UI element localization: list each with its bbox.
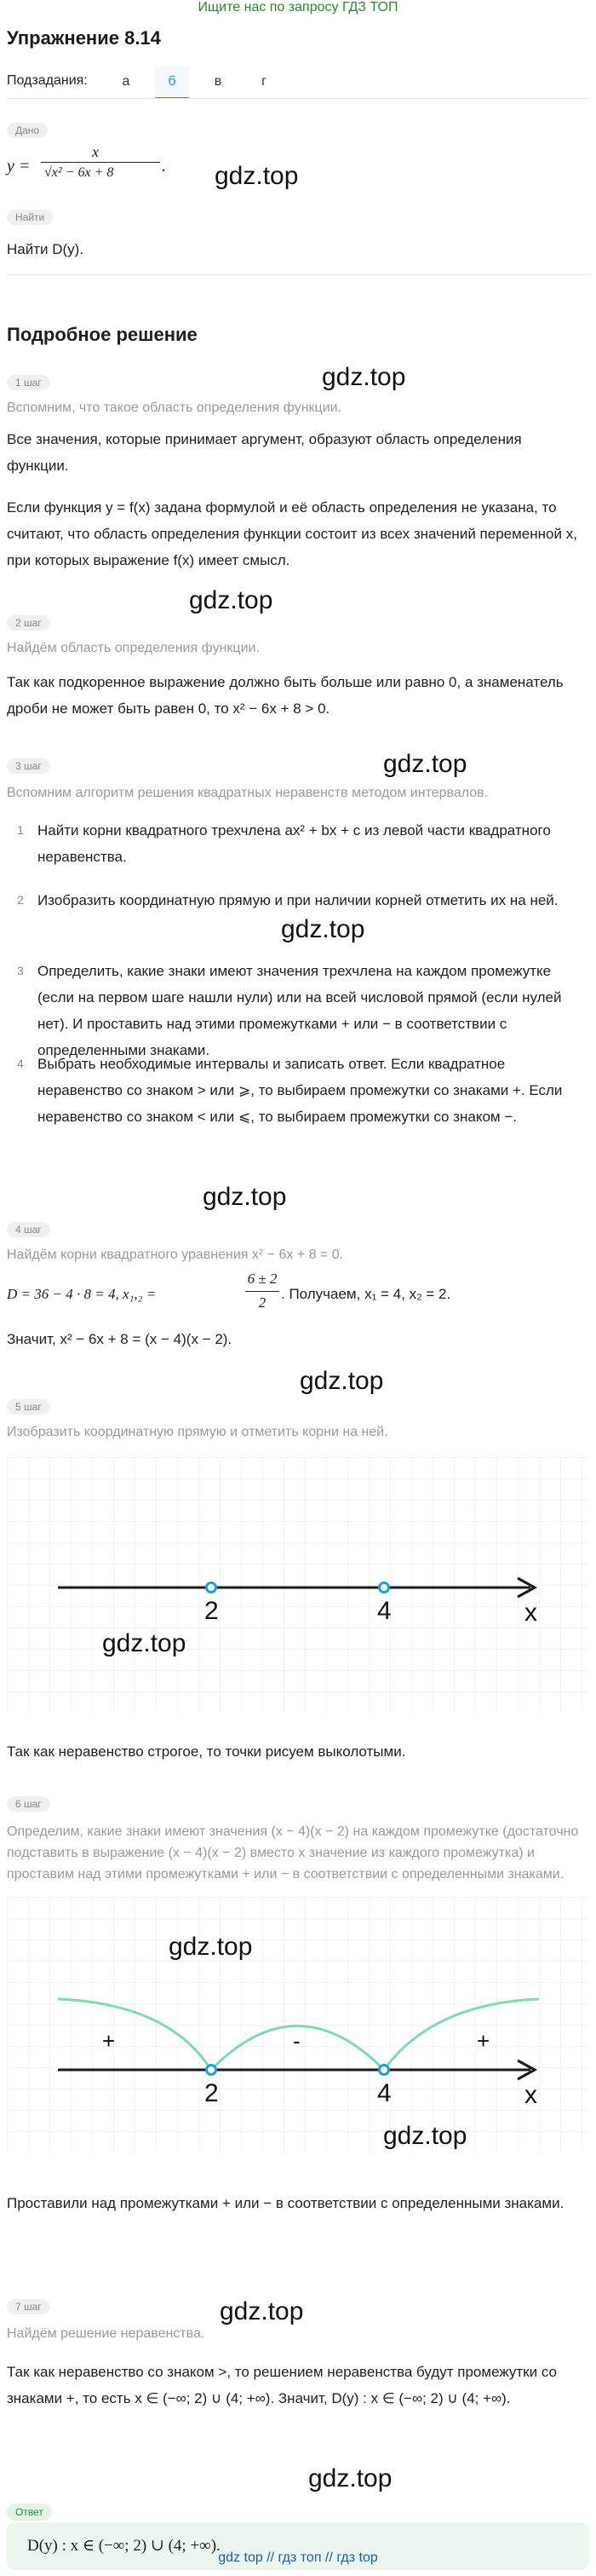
sign-minus: - <box>293 2028 301 2054</box>
root-point-2 <box>207 2066 216 2075</box>
root-label-4: 4 <box>377 1597 392 1625</box>
watermark: gdz.top <box>102 1629 186 1657</box>
watermark: gdz.top <box>189 586 273 614</box>
list-number: 4 <box>17 1057 24 1070</box>
root-label-2: 2 <box>204 1597 219 1625</box>
subtasks-label: Подзадания: <box>7 73 88 88</box>
watermark: gdz.top <box>308 2464 393 2492</box>
step-1-paragraph: Все значения, которые принимает аргумент, образуют область определения функции. <box>7 431 522 474</box>
answer-text: D(y) : x ∈ (−∞; 2) ∪ (4; +∞). <box>27 2537 221 2555</box>
answer-label: Ответ <box>7 2503 52 2520</box>
watermark: gdz.top <box>383 2122 467 2150</box>
list-item: Найти корни квадратного трехчлена ax² + bx + c из левой части квадратного неравенства. <box>37 822 551 865</box>
step-4-roots: D = 36 − 4 · 8 = 4, x₁,₂ = 6 ± 2 2 . Получаем, x₁ = 4, x₂ = 2. <box>7 1271 451 1311</box>
number-line-chart <box>7 1457 589 1713</box>
watermark: gdz.top <box>300 1367 384 1395</box>
axis-label-x: x <box>524 2081 537 2109</box>
list-item: Определить, какие знаки имеют значения трехчлена на каждом промежутке (если на первом шаге нашли нули) или на всей числовой прямой (если нулей нет). И проставить над этими промежутками + или − в соответствии с определенными знаками. <box>37 963 562 1058</box>
sign-plus-left: + <box>102 2028 116 2054</box>
axis-label-x: x <box>524 1599 537 1627</box>
grid-background <box>7 1897 589 2152</box>
step-6-after: Проставили над промежутками + или − в соответствии с определенными знаками. <box>7 2195 564 2211</box>
grid-background <box>7 1457 589 1713</box>
watermark: gdz.top <box>215 162 299 190</box>
step-2-hint: Найдём область определения функции. <box>7 641 260 655</box>
step-4-factorization: Значит, x² − 6x + 8 = (x − 4)(x − 2). <box>7 1331 232 1347</box>
watermark: gdz.top <box>383 750 467 778</box>
list-item: Изобразить координатную прямую и при наличии корней отметить их на ней. <box>37 892 559 908</box>
subtask-tab-v[interactable]: в <box>214 74 222 89</box>
section-divider <box>7 274 589 275</box>
step-3-label: 3 шаг <box>7 757 50 774</box>
step-7-hint: Найдём решение неравенства. <box>7 2326 205 2341</box>
step-2-paragraph: Так как подкоренное выражение должно быть больше или равно 0, а знаменатель дроби не может быть равен 0, то x² − 6x + 8 > 0. <box>7 674 564 717</box>
root-point-4 <box>380 2066 389 2075</box>
sign-plus-right: + <box>477 2028 490 2054</box>
sign-chart <box>7 1897 589 2152</box>
subtasks-divider <box>7 98 589 99</box>
step-5-hint: Изобразить координатную прямую и отметить корни на ней. <box>7 1425 388 1439</box>
step-6-hint: Определим, какие знаки имеют значения (x − 4)(x − 2) на каждом промежутке (достаточно подставить в выражение (x − 4)(x − 2) вместо x значение из каждого промежутка) и проставим над этими промежутками + или − в соответствии с определенными знаками. <box>7 1824 579 1882</box>
list-number: 1 <box>17 823 24 837</box>
given-label: Дано <box>7 121 48 138</box>
list-number: 2 <box>17 893 24 907</box>
footer-links[interactable]: gdz top // гдз топ // гдз top <box>218 2550 378 2565</box>
step-5-after: Так как неравенство строгое, то точки рисуем выколотыми. <box>7 1743 406 1760</box>
watermark: gdz.top <box>203 1183 287 1211</box>
root-label-4: 4 <box>377 2079 392 2107</box>
step-7-text: Так как неравенство со знаком >, то решением неравенства будут промежутки со знаками +, то есть x ∈ (−∞; 2) ∪ (4; +∞). Значит, D(y) : x ∈ (−∞; 2) ∪ (4; +∞). <box>7 2364 557 2406</box>
step-1-paragraph: Если функция y = f(x) задана формулой и её область определения не указана, то считают, что область определения функции состоит из всех значений переменной x, при которых выражение f(x) имеет смысл. <box>7 499 577 568</box>
watermark: gdz.top <box>281 915 365 943</box>
step-4-label: 4 шаг <box>7 1220 50 1237</box>
top-banner[interactable]: Ищите нас по запросу ГДЗ ТОП <box>198 0 398 14</box>
watermark: gdz.top <box>322 363 406 391</box>
find-label: Найти <box>7 208 53 225</box>
step-2-label: 2 шаг <box>7 614 50 631</box>
step-1-label: 1 шаг <box>7 373 50 390</box>
subtask-tab-b[interactable]: б <box>155 66 189 99</box>
step-1-hint: Вспомним, что такое область определения функции. <box>7 401 342 415</box>
watermark: gdz.top <box>220 2297 304 2325</box>
step-6-label: 6 шаг <box>7 1795 50 1812</box>
given-formula: y = x √x² − 6x + 8 . <box>7 143 166 180</box>
find-text: Найти D(y). <box>7 241 84 257</box>
page-title: Упражнение 8.14 <box>7 27 161 49</box>
subtask-tab-g[interactable]: г <box>261 74 266 89</box>
watermark: gdz.top <box>169 1933 253 1961</box>
step-5-label: 5 шаг <box>7 1397 50 1415</box>
subtask-tab-a[interactable]: а <box>122 74 130 89</box>
list-number: 3 <box>17 964 24 977</box>
root-point-2 <box>207 1583 216 1593</box>
root-point-4 <box>380 1583 389 1593</box>
step-3-hint: Вспомним алгоритм решения квадратных неравенств методом интервалов. <box>7 786 489 800</box>
list-item: Выбрать необходимые интервалы и записать ответ. Если квадратное неравенство со знаком > или ⩾, то выбираем промежутки со знаками +. Если неравенство со знаком < или ⩽, то выбираем промежутки со знаком −. <box>37 1056 563 1125</box>
root-label-2: 2 <box>204 2079 219 2107</box>
step-7-label: 7 шаг <box>7 2297 50 2314</box>
solution-title: Подробное решение <box>7 324 198 345</box>
step-4-hint: Найдём корни квадратного уравнения x² − 6x + 8 = 0. <box>7 1248 344 1262</box>
